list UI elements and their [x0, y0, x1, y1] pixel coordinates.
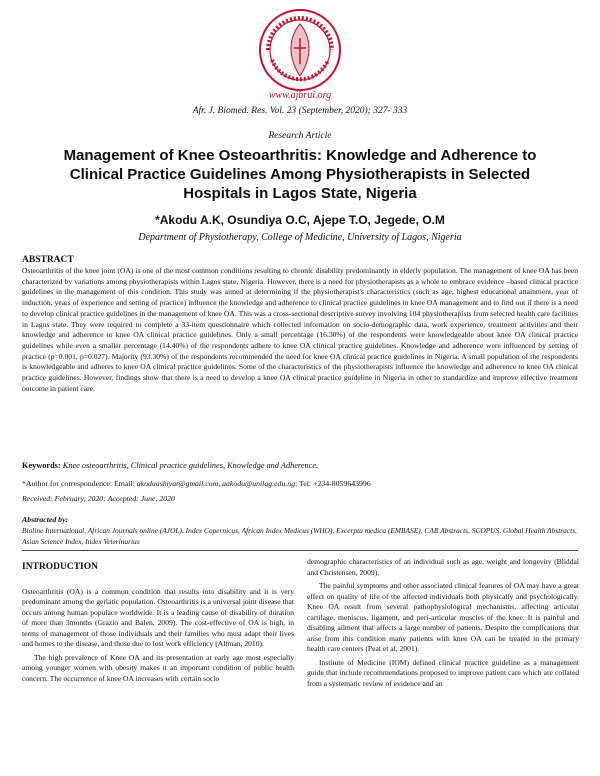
article-title: Management of Knee Osteoarthritis: Knowledge and Adherence to Clinical Practice Guidelines Among Physiotherapists in Selected Hospitals in Lagos State, Nigeria — [63, 147, 537, 202]
left-column — [22, 560, 294, 687]
correspondence-tel: ; Tel: +234-8059643996 — [295, 479, 371, 488]
article-type: Research Article — [268, 131, 332, 141]
correspondence — [22, 479, 578, 488]
journal-logo — [258, 8, 342, 92]
authors: *Akodu A.K, Osundiya O.C, Ajepe T.O, Jegede, O.M — [155, 213, 445, 227]
paragraph: demographic characteristics of an individual such as age, weight and longevity (Bliddal and Christensen, 2009). — [307, 557, 579, 577]
right-column — [307, 557, 579, 693]
journal-url[interactable]: www.ajbrui.org — [268, 90, 332, 101]
paragraph: The high prevalence of Knee OA and its presentation at early age most especially among younger women with obesity makes it an important condition of public health concern. The occurrence of knee OA increases with certain socio — [22, 652, 294, 683]
abstract-heading: ABSTRACT — [22, 255, 74, 265]
paragraph: Osteoarthritis (OA) is a common condition that results into disability and it is very predominant among the geriatic population. Osteoarthritis is a universal joint disease that occurs among human populace worldwide. It is a leading cause of disability of duration of more than 3months (Grazio and Balen, 2009). The cost-effective of OA is high, in terms of management of those individuals and their families who must adapt their lives and homes to the disease, and those due to lost work efficiency (Altman, 2010). — [22, 586, 294, 649]
paragraph: Institute of Medicine (IOM) defined clinical practice guideline as a management guide that include recommendations proposed to improve patient care which are collated from a systematic review of evidence and an — [307, 657, 579, 689]
affiliation: Department of Physiotherapy, College of Medicine, University of Lagos, Nigeria — [138, 232, 462, 243]
section-divider — [22, 550, 578, 551]
citation: Afr. J. Biomed. Res. Vol. 23 (September, 2020); 327- 333 — [192, 106, 408, 116]
correspondence-emails[interactable]: akoduashiyat@gmail.com, aakodu@unilag.edu.ng — [136, 479, 296, 488]
keywords-text: Knee osteoarthritis, Clinical practice guidelines, Knowledge and Adherence. — [62, 461, 319, 470]
abstracted-by-heading: Abstracted by: — [22, 515, 69, 524]
correspondence-label: *Author for correspondence: Email: — [22, 479, 137, 488]
paragraph: The painful symptoms and other associated clinical features of OA may have a great effect on quality of life of the affected individuals both physically and psychologically. Knee OA result from several pathophysiological mechanisms, affecting articular cartilage, meniscus, ligament, and peri-articular muscles of the knee. It is painful and disabling ailment that affects a large number of patients. Despite the complications that arise from this condition many patients with knee OA can be treated in the primary health care centers (Peat et al, 2001). — [307, 581, 579, 654]
article-dates: Received: February, 2020; Accepted: June, 2020 — [22, 494, 175, 503]
keywords-label: Keywords: — [22, 461, 61, 470]
introduction-heading: INTRODUCTION — [22, 562, 99, 572]
abstracted-by-list: Bioline International, African Journals online (AJOL), Index Copernicus, African Index Medicus (WHO), Excerpta medica (EMBASE), CAB Abstracts, SCOPUS, Global Health Abstracts, Asian Science Index, Index Veterinarius — [22, 526, 577, 546]
keywords — [22, 461, 578, 470]
abstract-body: Osteoarthritis of the knee joint (OA) is one of the most common conditions resulting to chronic disability predominantly in elderly population. The management of knee OA has been characterized by variations among physiotherapists within Lagos state, Nigeria. However, there is a need for physiotherapists as a whole to embrace evidence –based clinical practice guidelines in the management of this condition. This study was aimed at determining if the physiotherapist's characteristics (such as age, highest educational attainment, year of induction, years of experience and setting of practice) influence the knowledge and adherence to clinical practice guidelines in knee OA management and to find out if there is a need to develop clinical practice guidelines in the management of knee OA. This was a cross-sectional descriptive survey involving 104 physiotherapists from selected health care facilities in Lagos state. They were required to complete a 33-item questionnaire which collected information on socio-demographic data, work experience, treatment activities and their knowledge and adherence to knee OA clinical practice guidelines. Only a small percentage (16.30%) of the respondents were knowledgeable about knee OA clinical practice guidelines while even a smaller percentage (14.40%) of the respondents adhere to knee OA clinical practice guidelines. Knowledge and adherence were influenced by setting of practice (p=0.001, p=0.027). Majority (93.30%) of the respondents recommended the need for knee OA clinical practice guidelines in Nigeria. A small population of the respondents is knowledgeable and adheres to knee OA clinical practice guidelines. Some of the characteristics of the physiotherapists influence the knowledge and adherence to knee OA clinical practice guidelines. However, findings show that there is a need to develop a knee OA clinical practice guideline in Nigeria in other to standardize and improve effective treatment outcome in patient care. — [22, 266, 578, 393]
journal-seal-icon — [258, 8, 342, 92]
